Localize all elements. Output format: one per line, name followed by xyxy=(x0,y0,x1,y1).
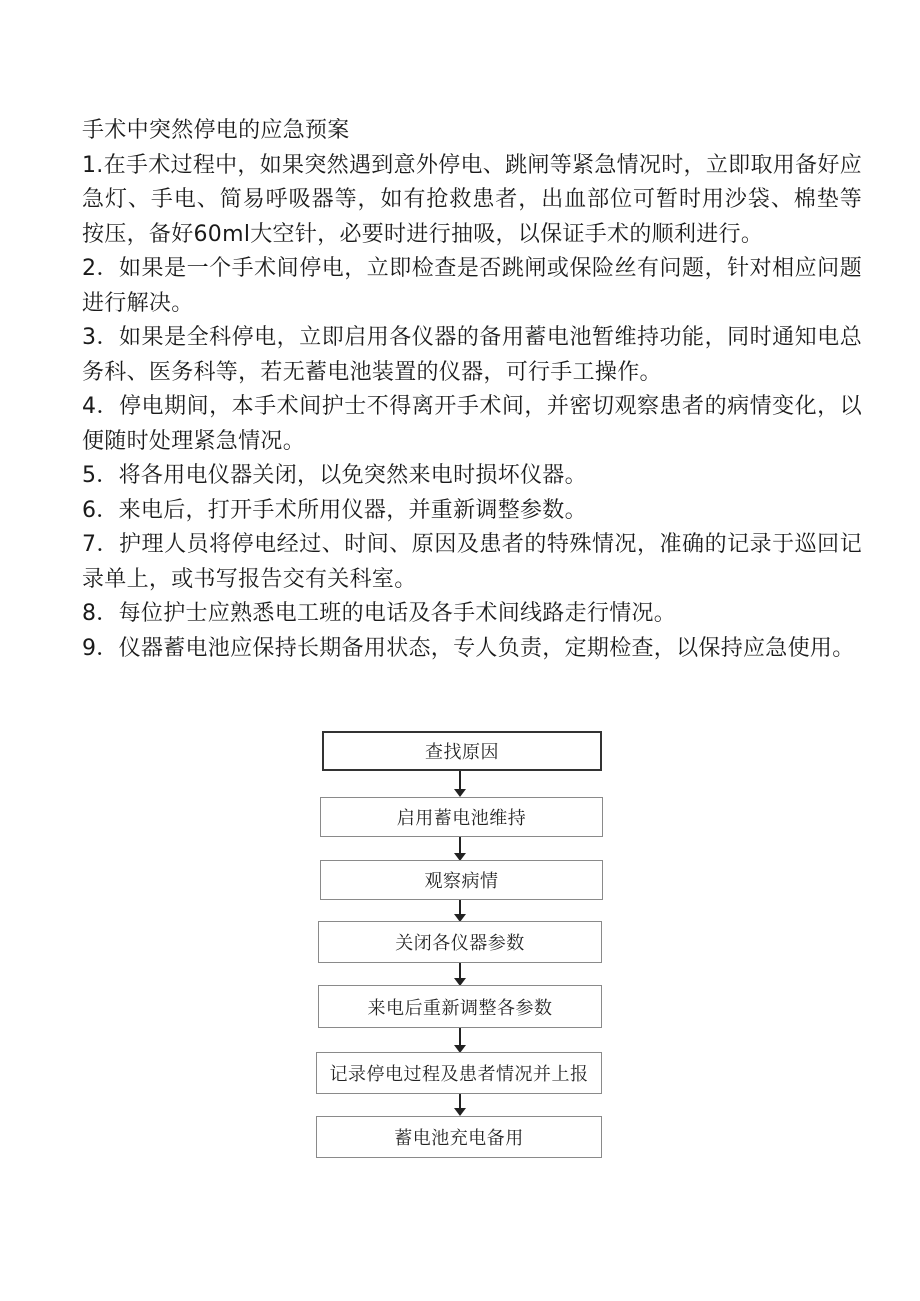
flow-step-battery xyxy=(320,797,603,837)
flow-step-shutdown xyxy=(318,921,602,963)
paragraph-3: 3．如果是全科停电，立即启用各仪器的备用蓄电池暂维持功能，同时通知电总务科、医务科等，若无蓄电池装置的仪器，可行手工操作。 xyxy=(82,325,862,385)
paragraph-6: 6．来电后，打开手术所用仪器，并重新调整参数。 xyxy=(82,497,587,523)
flow-step-label: 观察病情 xyxy=(424,871,499,892)
paragraph-4: 4．停电期间，本手术间护士不得离开手术间，并密切观察患者的病情变化，以便随时处理紧急情况。 xyxy=(82,394,862,454)
flow-arrow xyxy=(459,900,461,916)
flow-step-observe xyxy=(320,860,603,900)
flow-step-label: 蓄电池充电备用 xyxy=(394,1128,524,1149)
flow-step-label: 来电后重新调整各参数 xyxy=(367,997,553,1019)
flow-arrow xyxy=(459,837,461,855)
flow-arrow xyxy=(459,963,461,980)
flow-step-record xyxy=(316,1052,602,1094)
paragraph-8: 8．每位护士应熟悉电工班的电话及各手术间线路走行情况。 xyxy=(82,601,677,626)
paragraph-1: 1.在手术过程中，如果突然遇到意外停电、跳闸等紧急情况时，立即取用备好应急灯、手电、简易呼吸器等，如有抢救患者，出血部位可暂时用沙袋、棉垫等按压，备好60ml大空针，必要时进行抽吸，以保证手术的顺利进行。 xyxy=(82,152,862,247)
paragraph-2: 2．如果是一个手术间停电，立即检查是否跳闸或保险丝有问题，针对相应问题进行解决。 xyxy=(82,256,862,316)
paragraph-5: 5．将各用电仪器关闭，以免突然来电时损坏仪器。 xyxy=(82,463,587,488)
flow-step-label: 启用蓄电池维持 xyxy=(396,808,527,829)
flow-step-recharge xyxy=(316,1116,602,1158)
paragraph-7: 7．护理人员将停电经过、时间、原因及患者的特殊情况，准确的记录于巡回记录单上，或书写报告交有关科室。 xyxy=(82,532,862,592)
flow-arrow xyxy=(459,1028,461,1047)
flow-step-label: 记录停电过程及患者情况并上报 xyxy=(329,1064,589,1085)
flow-step-readjust xyxy=(318,985,602,1028)
paragraph-9: 9．仪器蓄电池应保持长期备用状态，专人负责，定期检查，以保持应急使用。 xyxy=(82,635,855,661)
flow-arrow xyxy=(459,771,461,791)
document-title: 手术中突然停电的应急预案 xyxy=(82,118,350,143)
flow-step-label: 查找原因 xyxy=(425,742,499,763)
flow-step-label: 关闭各仪器参数 xyxy=(395,933,525,954)
flow-step-find-cause xyxy=(322,731,602,771)
flow-arrow xyxy=(459,1094,461,1110)
document-body xyxy=(82,114,862,666)
